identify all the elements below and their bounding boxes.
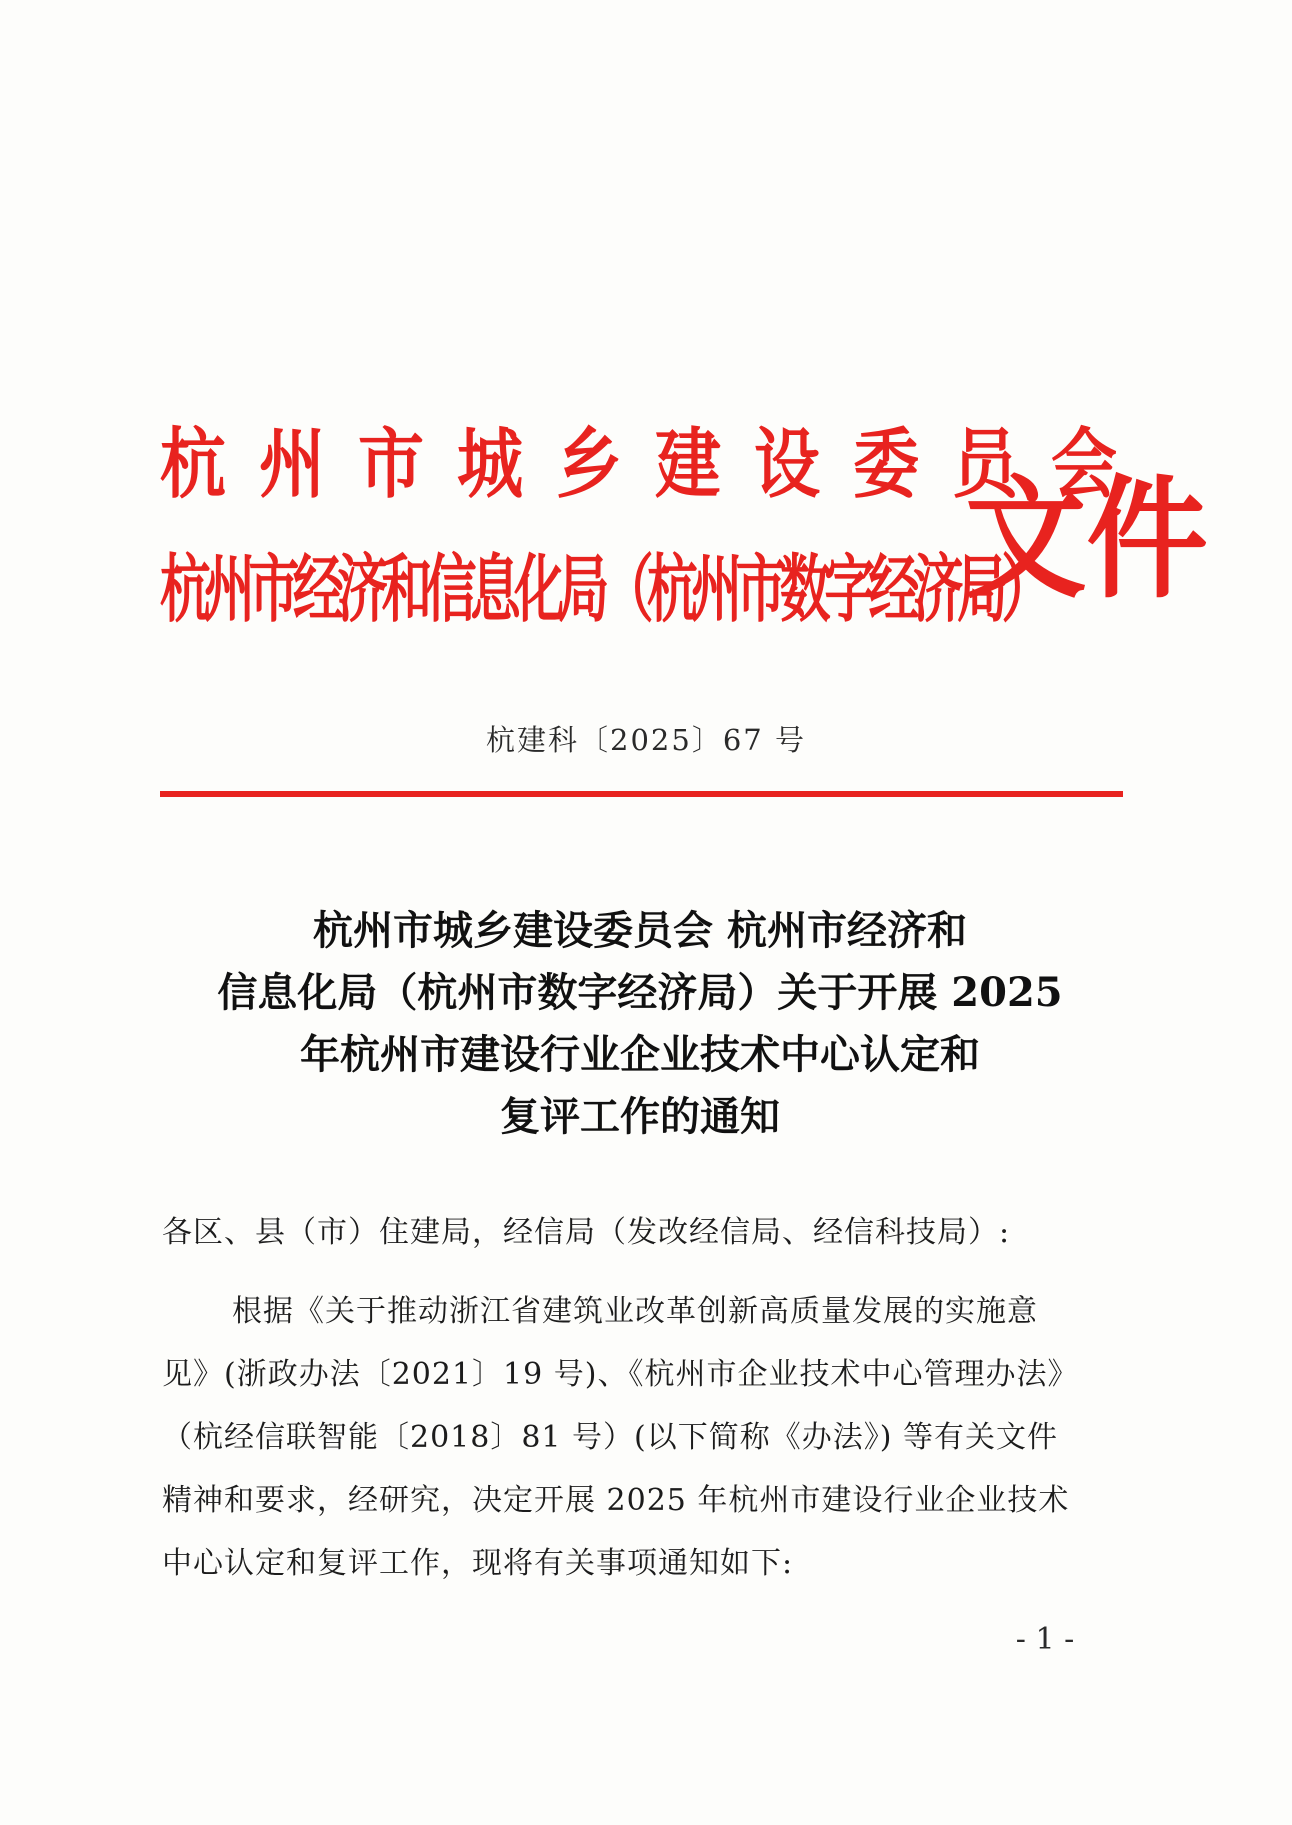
page-number: - 1 - [1015, 1622, 1075, 1657]
paragraph-line: 精神和要求，经研究，决定开展 2025 年杭州市建设行业企业技术 [162, 1483, 1070, 1518]
title-line: 年杭州市建设行业企业技术中心认定和 [300, 1031, 980, 1078]
issuing-org-line-1: 杭州市城乡建设委员会 [160, 419, 1150, 509]
paragraph-line: 见》(浙政办法〔2021〕19 号)、《杭州市企业技术中心管理办法》 [162, 1357, 1079, 1392]
paragraph-line: 根据《关于推动浙江省建筑业改革创新高质量发展的实施意 [232, 1294, 1038, 1329]
paragraph-line: 中心认定和复评工作，现将有关事项通知如下: [162, 1546, 794, 1581]
salutation: 各区、县（市）住建局，经信局（发改经信局、经信科技局）: [162, 1215, 1011, 1250]
body-paragraph [162, 1280, 1122, 1595]
title-line: 复评工作的通知 [500, 1093, 780, 1140]
document-type-label: 文件 [965, 462, 1208, 617]
document-number: 杭建科〔2025〕67 号 [486, 723, 806, 757]
title-line: 杭州市城乡建设委员会 杭州市经济和 [313, 907, 967, 954]
document-title [150, 900, 1130, 1148]
issuing-org-line-2: 杭州市经济和信息化局（杭州市数字经济局） [160, 546, 1046, 633]
paragraph-line: （杭经信联智能〔2018〕81 号）(以下简称《办法》) 等有关文件 [162, 1420, 1059, 1455]
red-divider-line [160, 791, 1123, 797]
title-line: 信息化局（杭州市数字经济局）关于开展 2025 [217, 969, 1063, 1016]
